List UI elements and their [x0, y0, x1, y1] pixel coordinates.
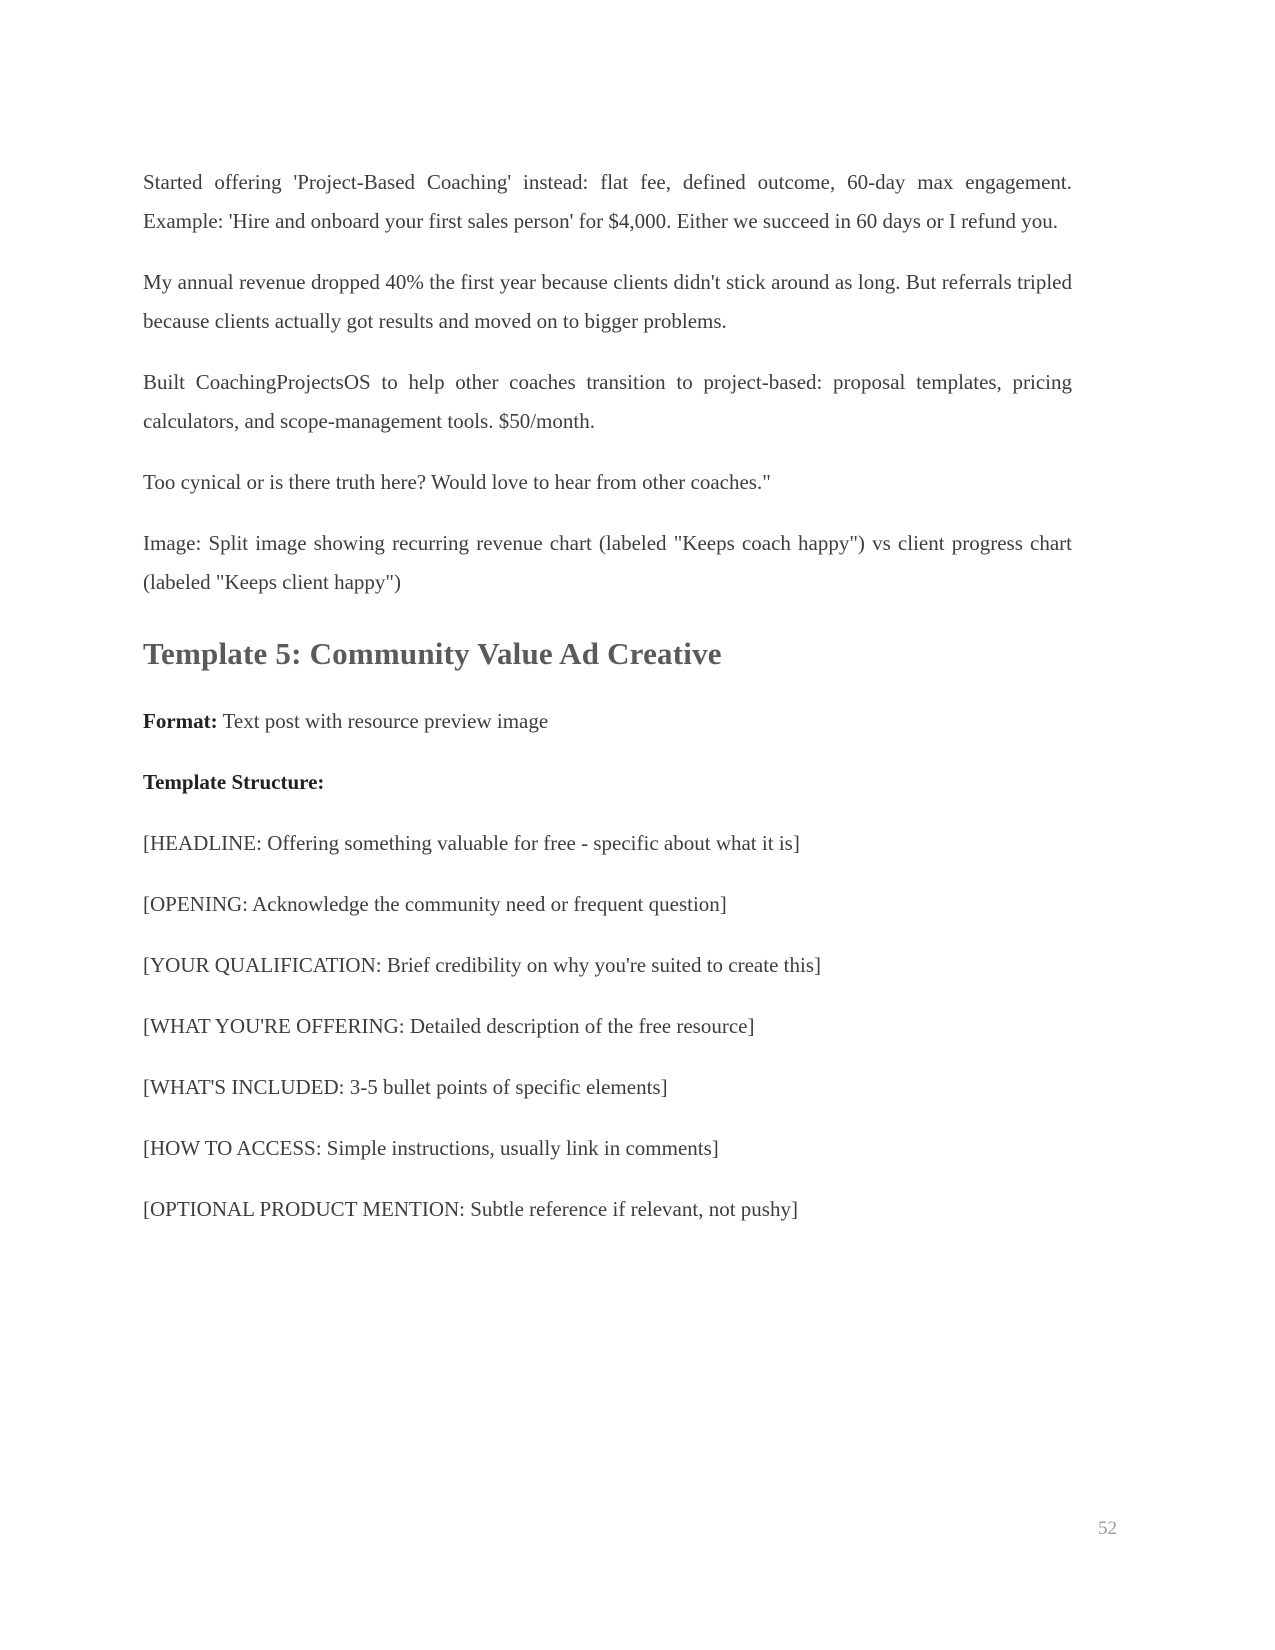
template-line-offering: [WHAT YOU'RE OFFERING: Detailed description of the free resource]	[143, 1014, 755, 1038]
page-number: 52	[1098, 1518, 1117, 1539]
format-line	[143, 702, 1072, 741]
paragraph-coachingprojectsos: Built CoachingProjectsOS to help other coaches transition to project-based: proposal templates, pricing calculators, and scope-management tools. $50/month.	[143, 370, 1072, 433]
format-label: Format:	[143, 709, 218, 733]
page-title: Template 5: Community Value Ad Creative	[143, 636, 722, 671]
paragraph-too-cynical: Too cynical or is there truth here? Would love to hear from other coaches."	[143, 470, 771, 494]
template-line-qualification: [YOUR QUALIFICATION: Brief credibility on why you're suited to create this]	[143, 953, 821, 977]
paragraph-project-based-coaching: Started offering 'Project-Based Coaching' instead: flat fee, defined outcome, 60-day max engagement. Example: 'Hire and onboard your first sales person' for $4,000. Either we succeed in 60 days or I refund you.	[143, 170, 1072, 233]
paragraph-revenue-dropped: My annual revenue dropped 40% the first year because clients didn't stick around as long. But referrals tripled because clients actually got results and moved on to bigger problems.	[143, 270, 1072, 333]
document-page	[143, 163, 1072, 1251]
template-line-opening: [OPENING: Acknowledge the community need or frequent question]	[143, 892, 727, 916]
template-line-product-mention: [OPTIONAL PRODUCT MENTION: Subtle reference if relevant, not pushy]	[143, 1197, 798, 1221]
template-line-headline: [HEADLINE: Offering something valuable for free - specific about what it is]	[143, 831, 800, 855]
template-line-included: [WHAT'S INCLUDED: 3-5 bullet points of specific elements]	[143, 1075, 668, 1099]
format-value: Text post with resource preview image	[222, 709, 549, 733]
template-line-access: [HOW TO ACCESS: Simple instructions, usually link in comments]	[143, 1136, 719, 1160]
template-structure-label: Template Structure:	[143, 770, 325, 794]
paragraph-image-description: Image: Split image showing recurring revenue chart (labeled "Keeps coach happy") vs client progress chart (labeled "Keeps client happy")	[143, 531, 1072, 594]
